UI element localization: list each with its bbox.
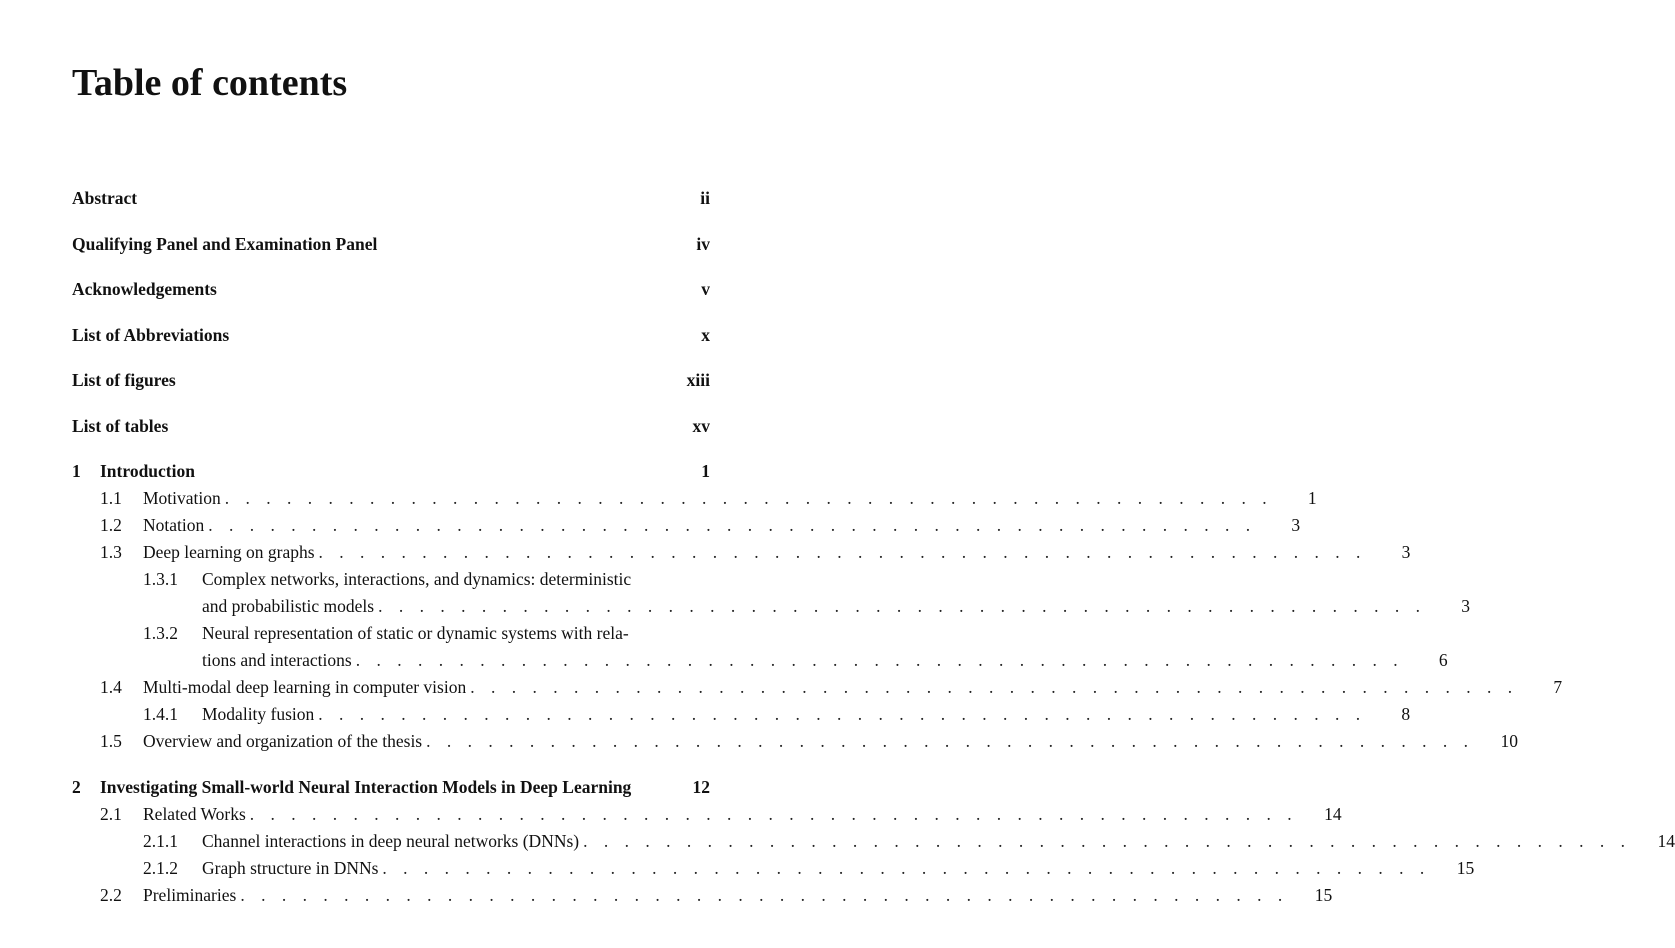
chapter-title: Investigating Small-world Neural Interaction Models in Deep Learning	[100, 776, 632, 797]
toc-entry-figures[interactable]	[72, 367, 710, 393]
entry-page: xv	[692, 415, 710, 436]
dot-leader: . . . . . . . . . . . . . . . . . . . . . . . . . . . . . . . . . . . . . . . . . . . . . . . . . . .	[382, 857, 1431, 878]
subsection-title: Graph structure in DNNs	[202, 857, 379, 878]
subsection-title-line1: Complex networks, interactions, and dynamics: deterministic	[202, 568, 632, 589]
section-page: 1	[1307, 487, 1317, 508]
subsection-page: 6	[1438, 649, 1448, 670]
subsection-title: Modality fusion	[202, 703, 315, 724]
subsection-title-line2: and probabilistic models	[202, 595, 375, 616]
chapter-number: 1	[72, 460, 81, 481]
entry-title: List of tables	[72, 415, 169, 436]
subsection-title-line1: Neural representation of static or dynamic systems with rela-	[202, 622, 629, 643]
section-number: 1.2	[100, 514, 122, 535]
entry-page: x	[701, 324, 710, 345]
chapter-page: 1	[701, 460, 710, 481]
toc-subsection-1-3-1-cont[interactable]	[143, 593, 1470, 619]
subsection-number: 2.1.2	[143, 857, 178, 878]
entry-title: List of figures	[72, 369, 176, 390]
entry-page: v	[701, 278, 710, 299]
subsection-page: 14	[1657, 830, 1675, 851]
toc-section-1-5[interactable]	[100, 728, 1518, 754]
toc-entry-abstract[interactable]	[72, 185, 710, 211]
dot-leader: . . . . . . . . . . . . . . . . . . . . . . . . . . . . . . . . . . . . . . . . . . . . . . . . . . .	[470, 676, 1519, 697]
toc-entry-panel[interactable]	[72, 231, 710, 257]
toc-section-1-3[interactable]	[100, 539, 1411, 565]
subsection-page: 15	[1456, 857, 1475, 878]
entry-title: Acknowledgements	[72, 278, 217, 299]
dot-leader: . . . . . . . . . . . . . . . . . . . . . . . . . . . . . . . . . . . . . . . . . . . . . . . . . . .	[318, 703, 1367, 724]
subsection-page: 3	[1461, 595, 1470, 616]
dot-leader: . . . . . . . . . . . . . . . . . . . . . . . . . . . . . . . . . . . . . . . . . . . . . . . . . . .	[249, 803, 1298, 824]
section-title: Motivation	[143, 487, 221, 508]
chapter-title: Introduction	[100, 460, 195, 481]
entry-title: List of Abbreviations	[72, 324, 230, 345]
entry-page: xiii	[686, 369, 710, 390]
toc-section-1-4[interactable]	[100, 674, 1563, 700]
entry-title: Abstract	[72, 187, 138, 208]
toc-section-2-1[interactable]	[100, 801, 1342, 827]
dot-leader: . . . . . . . . . . . . . . . . . . . . . . . . . . . . . . . . . . . . . . . . . . . . . . . . . . .	[583, 830, 1631, 851]
subsection-page: 8	[1401, 703, 1411, 724]
section-page: 3	[1291, 514, 1301, 535]
section-page: 3	[1401, 541, 1411, 562]
subsection-number: 2.1.1	[143, 830, 178, 851]
subsection-number: 1.3.2	[143, 622, 178, 643]
dot-leader: . . . . . . . . . . . . . . . . . . . . . . . . . . . . . . . . . . . . . . . . . . . . . . . . . . .	[208, 514, 1257, 535]
toc-subsection-2-1-2[interactable]	[143, 855, 1475, 881]
entry-page: iv	[696, 233, 710, 254]
toc-subsection-1-3-2-cont[interactable]	[143, 647, 1448, 673]
toc-chapter-2[interactable]	[72, 774, 710, 800]
section-page: 15	[1314, 884, 1333, 905]
toc-entry-abbreviations[interactable]	[72, 322, 710, 348]
section-number: 1.1	[100, 487, 122, 508]
toc-section-1-1[interactable]	[100, 485, 1317, 511]
section-title: Preliminaries	[143, 884, 237, 905]
dot-leader: . . . . . . . . . . . . . . . . . . . . . . . . . . . . . . . . . . . . . . . . . . . . . . . . . . .	[318, 541, 1367, 562]
section-page: 7	[1553, 676, 1563, 697]
section-number: 2.2	[100, 884, 122, 905]
subsection-number: 1.3.1	[143, 568, 178, 589]
subsection-number: 1.4.1	[143, 703, 178, 724]
subsection-title-line2: tions and interactions	[202, 649, 352, 670]
chapter-page: 12	[692, 776, 710, 797]
dot-leader: . . . . . . . . . . . . . . . . . . . . . . . . . . . . . . . . . . . . . . . . . . . . . . . . . . .	[355, 649, 1404, 670]
section-title: Overview and organization of the thesis	[143, 730, 423, 751]
dot-leader: . . . . . . . . . . . . . . . . . . . . . . . . . . . . . . . . . . . . . . . . . . . . . . . . . . .	[378, 595, 1426, 616]
toc-subsection-1-4-1[interactable]	[143, 701, 1411, 727]
section-page: 10	[1500, 730, 1518, 751]
toc-section-1-2[interactable]	[100, 512, 1301, 538]
toc-chapter-1[interactable]	[72, 458, 710, 484]
page-title: Table of contents	[72, 62, 348, 104]
section-title: Related Works	[143, 803, 246, 824]
section-title: Deep learning on graphs	[143, 541, 315, 562]
dot-leader: . . . . . . . . . . . . . . . . . . . . . . . . . . . . . . . . . . . . . . . . . . . . . . . . . . .	[240, 884, 1289, 905]
section-title: Notation	[143, 514, 205, 535]
toc-subsection-1-3-1[interactable]	[143, 566, 710, 592]
section-title: Multi-modal deep learning in computer vision	[143, 676, 467, 697]
entry-page: ii	[700, 187, 710, 208]
section-number: 1.3	[100, 541, 122, 562]
toc-section-2-2[interactable]	[100, 882, 1333, 908]
toc-entry-acknowledgements[interactable]	[72, 276, 710, 302]
dot-leader: . . . . . . . . . . . . . . . . . . . . . . . . . . . . . . . . . . . . . . . . . . . . . . . . . . .	[426, 730, 1474, 751]
toc-subsection-2-1-1[interactable]	[143, 828, 1675, 854]
dot-leader: . . . . . . . . . . . . . . . . . . . . . . . . . . . . . . . . . . . . . . . . . . . . . . . . . . .	[224, 487, 1273, 508]
toc-entry-tables[interactable]	[72, 413, 710, 439]
section-number: 2.1	[100, 803, 122, 824]
toc-subsection-1-3-2[interactable]	[143, 620, 710, 646]
subsection-title: Channel interactions in deep neural networks (DNNs)	[202, 830, 580, 851]
section-page: 14	[1324, 803, 1342, 824]
entry-title: Qualifying Panel and Examination Panel	[72, 233, 378, 254]
section-number: 1.5	[100, 730, 122, 751]
section-number: 1.4	[100, 676, 122, 697]
chapter-number: 2	[72, 776, 81, 797]
